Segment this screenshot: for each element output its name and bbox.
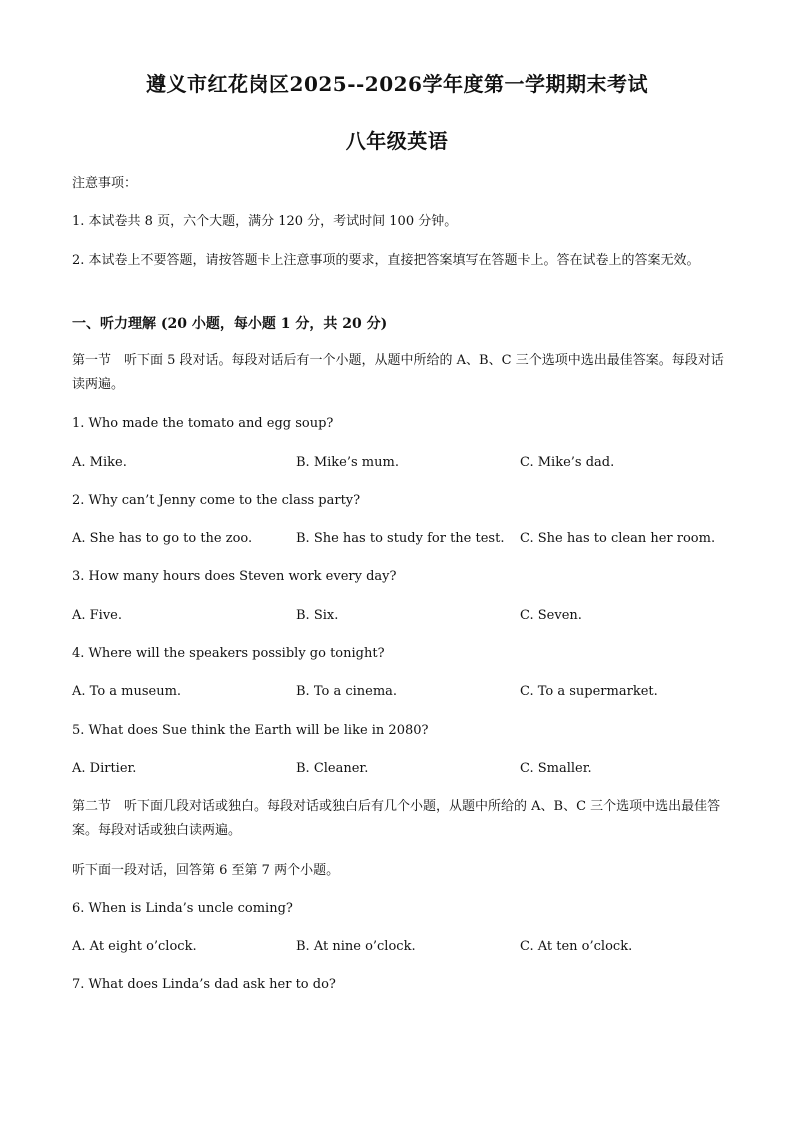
question-2-option-c: C. She has to clean her room.: [520, 531, 716, 546]
question-4-option-a: A. To a museum.: [72, 684, 182, 699]
question-1-option-a: A. Mike.: [72, 455, 127, 470]
question-1-option-c: C. Mike’s dad.: [520, 455, 615, 470]
question-3-option-a: A. Five.: [72, 608, 123, 623]
notice-item-1: 1. 本试卷共 8 页，六个大题，满分 120 分，考试时间 100 分钟。: [72, 214, 458, 229]
question-2: 2. Why can’t Jenny come to the class party?: [72, 493, 361, 508]
question-2-option-b: B. She has to study for the test.: [296, 531, 505, 546]
question-3-option-c: C. Seven.: [520, 608, 582, 623]
section2-instruction: 第二节 听下面几段对话或独白。每段对话或独白后有几个小题，从题中所给的 A、B、C 三个选项中选出最佳答案。每段对话或独白读两遍。: [72, 799, 721, 838]
question-5-option-b: B. Cleaner.: [296, 761, 369, 776]
question-4: 4. Where will the speakers possibly go tonight?: [72, 646, 385, 661]
question-4-option-b: B. To a cinema.: [296, 684, 398, 699]
dialogue-intro: 听下面一段对话，回答第 6 至第 7 两个小题。: [72, 863, 340, 878]
question-4-option-c: C. To a supermarket.: [520, 684, 658, 699]
part1-heading: 一、听力理解 (20 小题，每小题 1 分，共 20 分): [72, 316, 388, 332]
section1-instruction: 第一节 听下面 5 段对话。每段对话后有一个小题，从题中所给的 A、B、C 三个选项中选出最佳答案。每段对话读两遍。: [72, 353, 724, 392]
question-6-option-c: C. At ten o’clock.: [520, 939, 633, 954]
question-6-option-b: B. At nine o’clock.: [296, 939, 416, 954]
exam-title: 遵义市红花岗区2025--2026学年度第一学期期末考试: [146, 72, 648, 96]
question-5: 5. What does Sue think the Earth will be like in 2080?: [72, 723, 429, 738]
notice-item-2: 2. 本试卷上不要答题，请按答题卡上注意事项的要求，直接把答案填写在答题卡上。答在试卷上的答案无效。: [72, 253, 700, 268]
exam-subtitle: 八年级英语: [345, 129, 449, 153]
question-5-option-c: C. Smaller.: [520, 761, 592, 776]
question-1: 1. Who made the tomato and egg soup?: [72, 416, 334, 431]
notice-label: 注意事项：: [72, 176, 138, 191]
question-1-option-b: B. Mike’s mum.: [296, 455, 399, 470]
question-6: 6. When is Linda’s uncle coming?: [72, 901, 293, 916]
question-3-option-b: B. Six.: [296, 608, 339, 623]
question-2-option-a: A. She has to go to the zoo.: [72, 531, 253, 546]
question-3: 3. How many hours does Steven work every day?: [72, 569, 397, 584]
question-6-option-a: A. At eight o’clock.: [72, 939, 197, 954]
question-7: 7. What does Linda’s dad ask her to do?: [72, 977, 336, 992]
question-5-option-a: A. Dirtier.: [72, 761, 137, 776]
